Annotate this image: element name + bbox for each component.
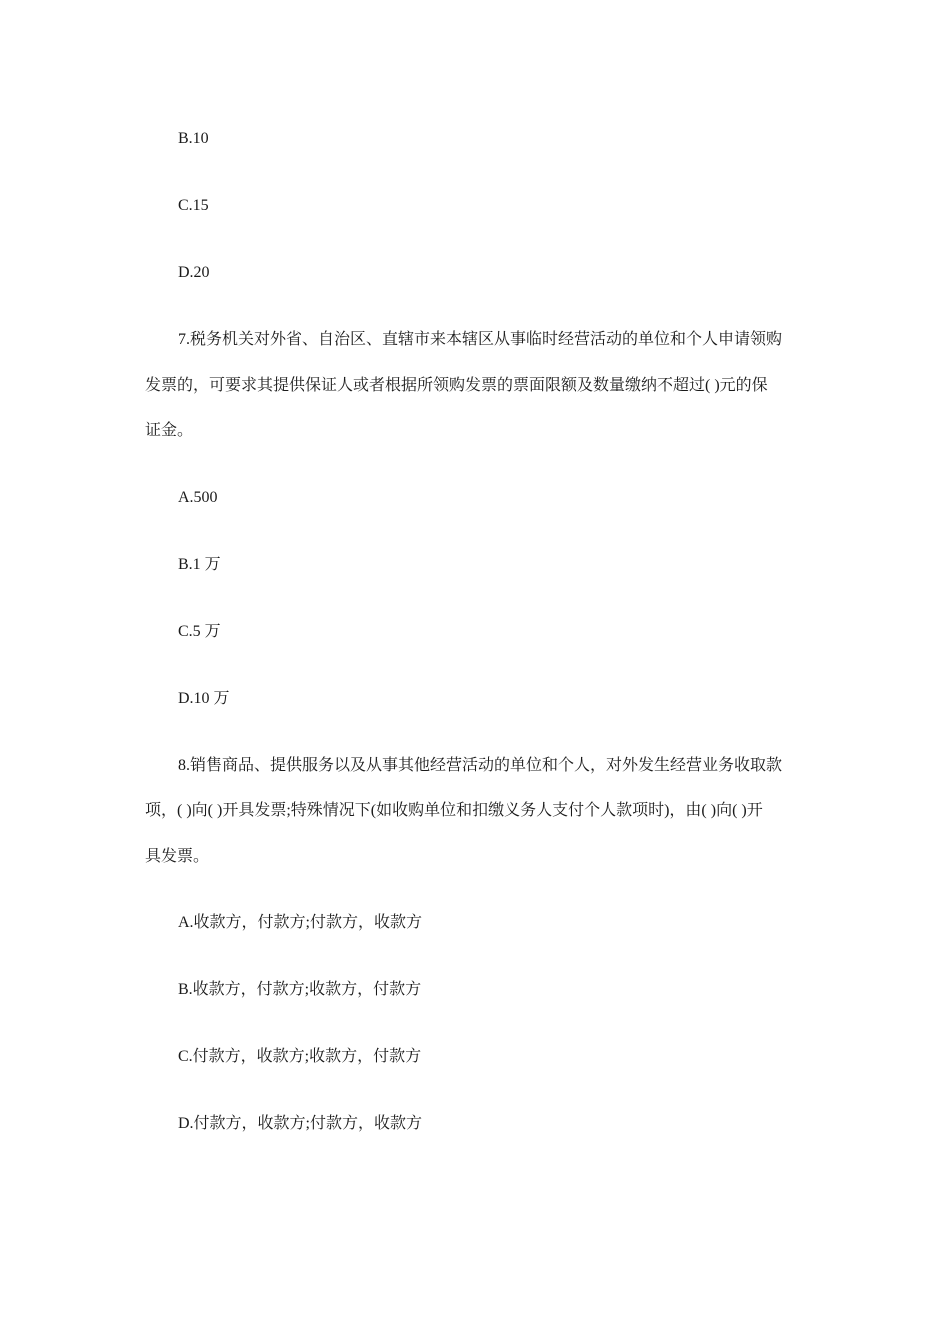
question-7-option-b: B.1 万 [178,556,221,573]
question-8-line-1: 8.销售商品、提供服务以及从事其他经营活动的单位和个人，对外发生经营业务收取款 [178,757,783,774]
question-7-option-d: D.10 万 [178,690,230,707]
prev-option-b: B.10 [178,130,209,147]
question-8-option-b: B.收款方，付款方;收款方，付款方 [178,981,422,998]
question-8-line-2: 项，( )向( )开具发票;特殊情况下(如收购单位和扣缴义务人支付个人款项时)，由( )向( )开 [145,802,763,819]
question-8-option-a: A.收款方，付款方;付款方，收款方 [178,914,423,931]
prev-option-c: C.15 [178,197,209,214]
prev-option-d: D.20 [178,264,210,281]
question-8-option-d: D.付款方，收款方;付款方，收款方 [178,1115,423,1132]
question-7-line-1: 7.税务机关对外省、自治区、直辖市来本辖区从事临时经营活动的单位和个人申请领购 [178,331,783,348]
question-7-line-3: 证金。 [145,422,194,439]
question-7-option-a: A.500 [178,489,218,506]
question-8-line-3: 具发票。 [145,848,210,865]
question-7-option-c: C.5 万 [178,623,221,640]
question-8-option-c: C.付款方，收款方;收款方，付款方 [178,1048,422,1065]
question-7-line-2: 发票的，可要求其提供保证人或者根据所领购发票的票面限额及数量缴纳不超过( )元的保 [145,377,768,394]
